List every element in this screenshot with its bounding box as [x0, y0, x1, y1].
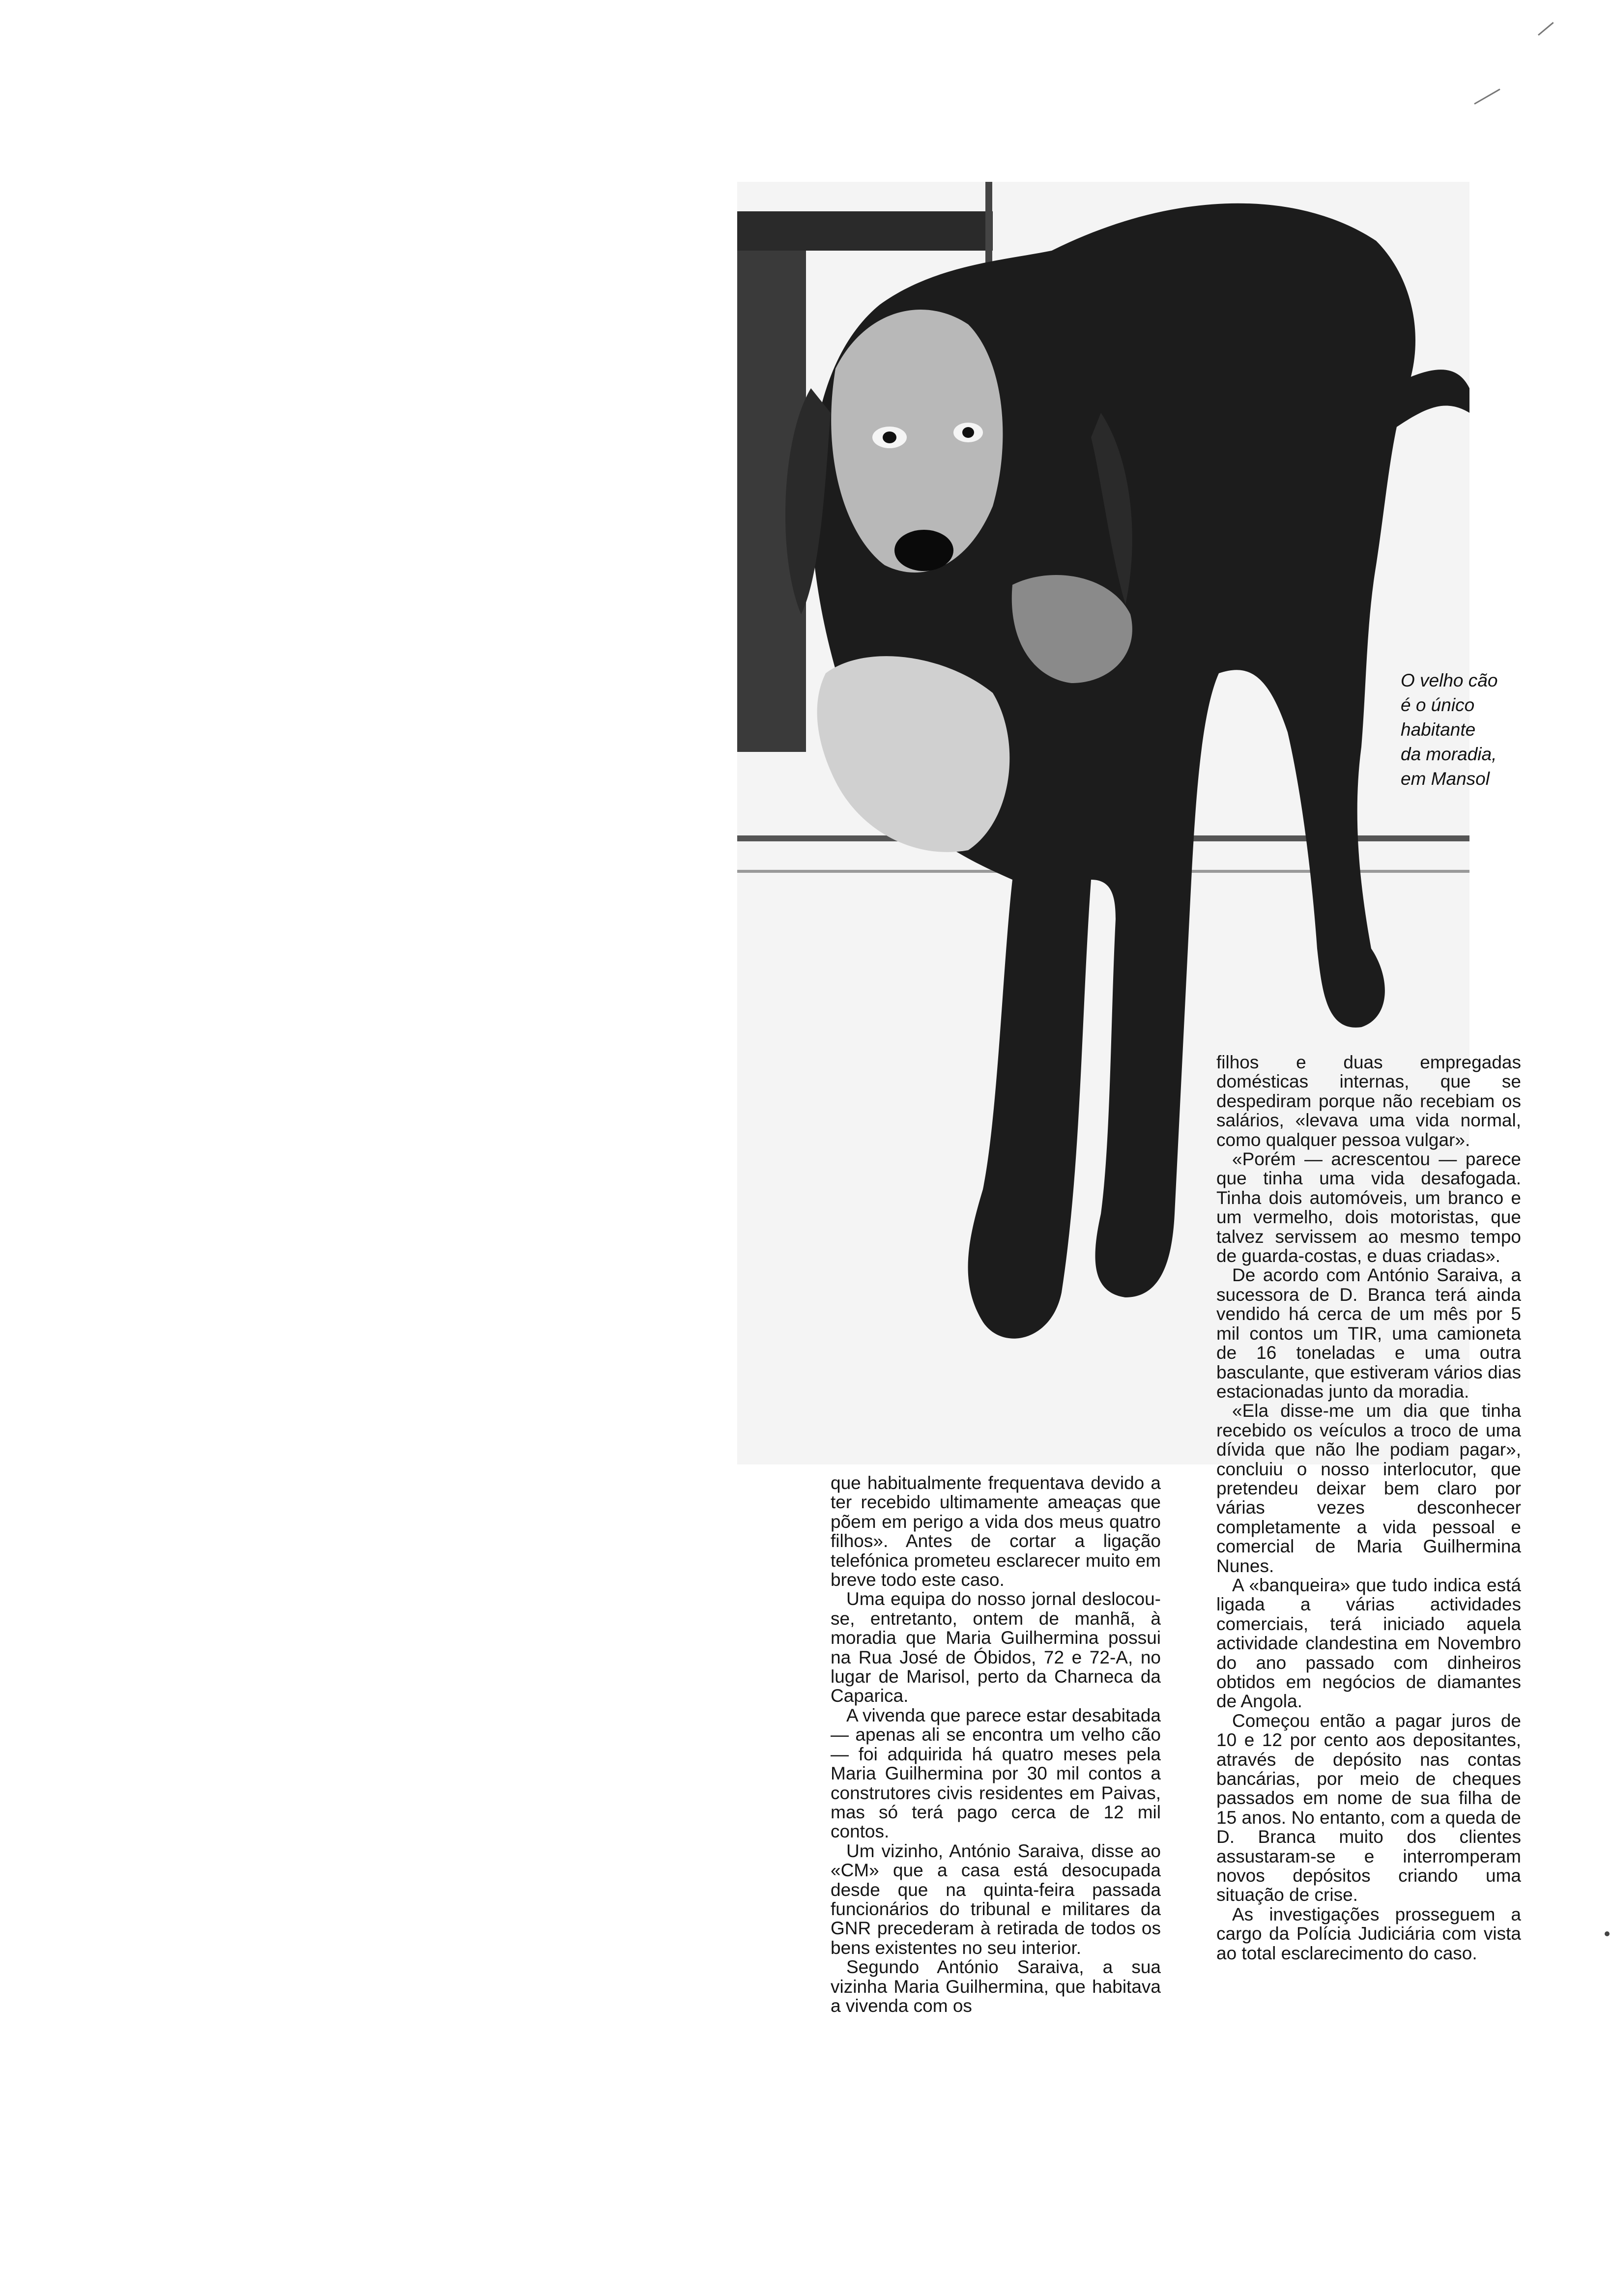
- article-paragraph: Uma equipa do nosso jornal deslocou-se, entretanto, ontem de manhã, à moradia que Maria Guilhermina possui na Rua José de Óbidos, 72 e 72-A, no lugar de Marisol, perto da Charneca da Caparica.: [831, 1589, 1161, 1706]
- article-paragraph: Começou então a pagar juros de 10 e 12 por cento aos depositantes, através de depósito nas contas bancárias, por meio de cheques passados em nome de sua filha de 15 anos. No entanto, com a queda de D. Branca muito dos clientes assustaram-se e interromperam novos depósitos criando uma situação de crise.: [1216, 1710, 1521, 1905]
- article-paragraph: De acordo com António Saraiva, a sucessora de D. Branca terá ainda vendido há cerca de um mês por 5 mil contos um TIR, uma camioneta de 16 toneladas e uma outra basculante, que estiveram vários dias estacionadas junto da moradia.: [1216, 1265, 1521, 1402]
- article-column-right: [1216, 1053, 1521, 1963]
- scan-mark: [1474, 88, 1500, 105]
- caption-line: em Mansol: [1401, 769, 1490, 789]
- caption-line: da moradia,: [1401, 744, 1497, 764]
- article-paragraph: que habitualmente frequentava devido a ter recebido ultimamente ameaças que põem em perigo a vida dos meus quatro filhos». Antes de cortar a ligação telefónica prometeu esclarecer muito em breve todo este caso.: [831, 1473, 1161, 1590]
- caption-line: é o único: [1401, 695, 1475, 715]
- caption-line: habitante: [1401, 719, 1476, 740]
- article-paragraph: A «banqueira» que tudo indica está ligada a várias actividades comerciais, terá iniciado aquela actividade clandestina em Novembro do ano passado com dinheiros obtidos em negócios de diamantes de Angola.: [1216, 1575, 1521, 1712]
- article-paragraph: Um vizinho, António Saraiva, disse ao «CM» que a casa está desocupada desde que na quinta-feira passada funcionários do tribunal e militares da GNR precederam à retirada de todos os bens existentes no seu interior.: [831, 1840, 1161, 1958]
- article-paragraph: A vivenda que parece estar desabitada — apenas ali se encontra um velho cão — foi adquirida há quatro meses pela Maria Guilhermina por 30 mil contos a construtores civis residentes em Paivas, mas só terá pago cerca de 12 mil contos.: [831, 1705, 1161, 1842]
- article-paragraph: «Ela disse-me um dia que tinha recebido os veículos a troco de uma dívida que não lhe podiam pagar», concluiu o nosso interlocutor, que pretendeu deixar bem claro por várias vezes desconhecer completamente a vida pessoal e comercial de Maria Guilhermina Nunes.: [1216, 1401, 1521, 1576]
- article-paragraph: As investigações prosseguem a cargo da Polícia Judiciária com vista ao total esclarecimento do caso.: [1216, 1904, 1521, 1963]
- article-paragraph: Segundo António Saraiva, a sua vizinha Maria Guilhermina, que habitava a vivenda com os: [831, 1957, 1161, 2016]
- article-paragraph: filhos e duas empregadas domésticas internas, que se despediram porque não recebiam os salários, «levava uma vida normal, como qualquer pessoa vulgar».: [1216, 1052, 1521, 1150]
- article-paragraph: «Porém — acrescentou — parece que tinha uma vida desafogada. Tinha dois automóveis, um branco e um vermelho, dois motoristas, que talvez servissem ao mesmo tempo de guarda-costas, e duas criadas».: [1216, 1149, 1521, 1266]
- caption-line: O velho cão: [1401, 670, 1498, 690]
- scan-mark: [1538, 22, 1554, 36]
- scan-speck: [1605, 1931, 1610, 1936]
- article-column-left: [831, 1473, 1161, 2015]
- photo-caption: [1401, 668, 1563, 791]
